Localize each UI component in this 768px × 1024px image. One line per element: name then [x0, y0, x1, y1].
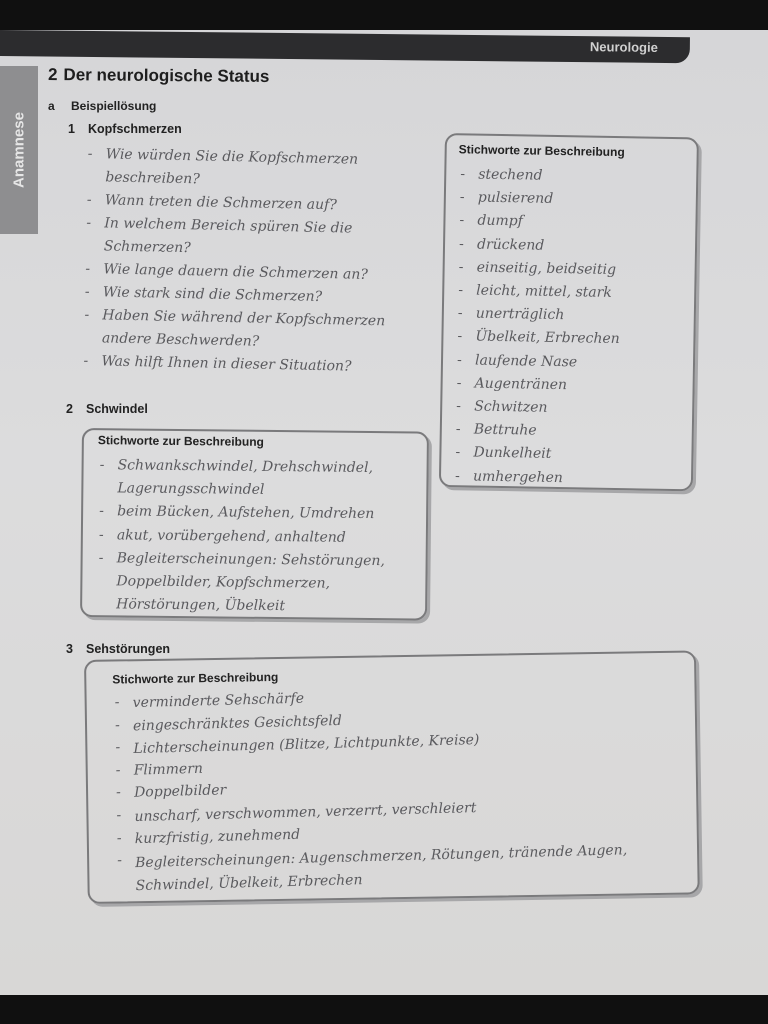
chapter-label: Neurologie: [589, 39, 658, 55]
topic-title: Schwindel: [86, 402, 148, 416]
keyword-item: - unerträglich: [456, 302, 686, 329]
section-number: 2: [47, 65, 58, 85]
keyword-box-title: Stichworte zur Beschreibung: [112, 669, 279, 687]
keyword-item: - unscharf, verschwommen, verzerrt, verschleiert: [114, 796, 684, 828]
keyword-item: - Übelkeit, Erbrechen: [455, 326, 685, 353]
keyword-box-title: Stichworte zur Beschreibung: [458, 142, 625, 160]
section-title: Der neurologische Status: [63, 65, 270, 86]
keyword-item: - Doppelbilder: [114, 773, 684, 805]
topic-number: 2: [66, 402, 73, 416]
question-item: - Was hilft Ihnen in dieser Situation?: [81, 350, 421, 380]
keyword-item: - beim Bücken, Aufstehen, Umdrehen: [97, 501, 415, 528]
question-list-kopfschmerzen: [81, 143, 426, 380]
keyword-box-schwindel: [80, 428, 429, 621]
keyword-item: - einseitig, beidseitig: [456, 256, 686, 283]
keyword-item: - Begleiterscheinungen: Augenschmerzen, Rötungen, tränende Augen, Schwindel, Übelkeit, Erbrechen: [115, 841, 686, 895]
subsection-letter: a: [48, 99, 55, 113]
topic-number: 1: [68, 122, 75, 136]
keyword-item: - Dunkelheit: [453, 442, 683, 469]
topic-heading-sehstoerungen: [66, 642, 170, 656]
topic-heading-kopfschmerzen: [68, 122, 182, 136]
keyword-item: - Augentränen: [454, 372, 684, 399]
keyword-item: - Begleiterscheinungen: Sehstörungen, Doppelbilder, Kopfschmerzen, Hörstörungen, Übelkeit: [96, 547, 415, 620]
keyword-item: - Schwitzen: [454, 395, 684, 422]
subsection-title: Beispiellösung: [71, 99, 157, 113]
topic-title: Kopfschmerzen: [88, 122, 182, 136]
keyword-item: - leicht, mittel, stark: [456, 279, 686, 306]
question-item: - Wie stark sind die Schmerzen?: [83, 281, 423, 311]
question-item: - Wie würden Sie die Kopfschmerzen beschreiben?: [85, 143, 426, 196]
subsection-heading: [48, 99, 157, 113]
keyword-item: - pulsierend: [458, 186, 688, 213]
question-item: - Wie lange dauern die Schmerzen an?: [83, 258, 423, 288]
keyword-box-kopfschmerzen: [439, 133, 699, 491]
chapter-header-band: [0, 30, 690, 63]
keyword-item: - Flimmern: [114, 750, 684, 782]
keyword-item: - stechend: [458, 163, 688, 190]
side-tab-label: Anamnese: [10, 112, 28, 188]
side-tab: [0, 66, 38, 234]
keyword-item: - drückend: [457, 233, 687, 260]
keyword-box-sehstoerungen: [84, 650, 700, 904]
topic-heading-schwindel: [66, 402, 148, 416]
question-item: - Wann treten die Schmerzen auf?: [85, 189, 425, 219]
topic-title: Sehstörungen: [86, 642, 171, 656]
section-heading: [48, 65, 270, 87]
keyword-item: - dumpf: [457, 210, 687, 237]
keyword-item: - eingeschränktes Gesichtsfeld: [113, 705, 683, 737]
keyword-item: - umhergehen: [453, 465, 683, 492]
keyword-item: - kurzfristig, zunehmend: [115, 818, 685, 850]
keyword-item: - verminderte Sehschärfe: [112, 683, 682, 715]
keyword-list: [112, 683, 685, 895]
textbook-page: [0, 30, 768, 995]
topic-number: 3: [66, 642, 73, 656]
question-item: - Haben Sie während der Kopfschmerzen andere Beschwerden?: [82, 304, 423, 357]
keyword-list: [96, 454, 416, 620]
keyword-item: - Schwankschwindel, Drehschwindel, Lagerungsschwindel: [97, 454, 415, 504]
keyword-list: [453, 163, 689, 492]
keyword-item: - Lichterscheinungen (Blitze, Lichtpunkte, Kreise): [113, 728, 683, 760]
keyword-item: - laufende Nase: [455, 349, 685, 376]
question-item: - In welchem Bereich spüren Sie die Schmerzen?: [84, 212, 425, 265]
keyword-item: - Bettruhe: [454, 418, 684, 445]
keyword-box-title: Stichworte zur Beschreibung: [97, 433, 264, 449]
keyword-item: - akut, vorübergehend, anhaltend: [97, 524, 415, 551]
